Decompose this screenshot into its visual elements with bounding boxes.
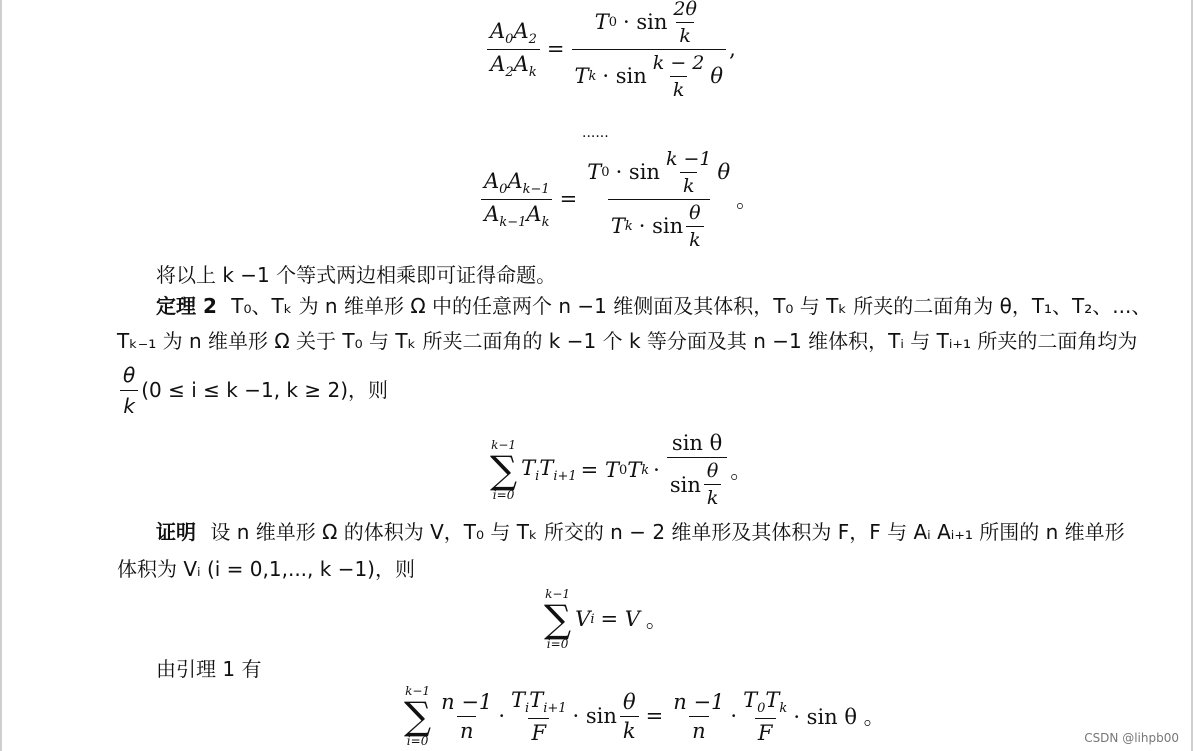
page-left-border (0, 0, 2, 751)
proof-line-2: 体积为 Vᵢ (i = 0,1,..., k −1)，则 (117, 557, 415, 581)
eq2-lhs: $\frac{A_0A_{k-1}}{A_{k-1}A_k}$ (481, 169, 553, 230)
theorem-line-3: $\frac{\theta}{k}$ (0 ≤ i ≤ k −1, k ≥ 2)，则 (117, 362, 388, 418)
paragraph-conclusion: 将以上 k −1 个等式两边相乘即可证得命题。 (156, 263, 557, 287)
eq2-rhs: T 0 · sin $\frac{k -1}{k}$ θ T k · sin $\frac{\theta}{k}$ (587, 147, 731, 251)
equation-3: k−1 ∑ i=0 $T_iT_{i+1}$ = T 0 T k · sin θ sin $\frac{\theta}{k}$ 。 (490, 431, 752, 509)
proof-line-1: 证明 设 n 维单形 Ω 的体积为 V，T₀ 与 Tₖ 所交的 n − 2 维单形及其体积为 F，F 与 Aᵢ Aᵢ₊₁ 所围的 n 维单形 (156, 520, 1125, 544)
equation-1: $\frac{A_0A_2}{A_2A_k}$ = T 0 · sin $\frac{2\theta}{k}$ T k · sin $\frac{k - 2}{k}$ θ , (484, 4, 736, 94)
lemma-line: 由引理 1 有 (156, 657, 262, 681)
eq1-lhs: $\frac{A_0A_2}{A_2A_k}$ (487, 19, 540, 80)
csdn-watermark: CSDN @lihpb00 (1084, 731, 1179, 745)
proof-label: 证明 (156, 520, 196, 544)
ellipsis: ...... (582, 125, 609, 141)
theorem-line-1: 定理 2 T₀、Tₖ 为 n 维单形 Ω 中的任意两个 n −1 维侧面及其体积，T₀ 与 Tₖ 所夹的二面角为 θ，T₁、T₂、...、 (156, 294, 1152, 318)
theorem-label: 定理 2 (156, 294, 217, 318)
equation-4: k−1 ∑ i=0 V i = V 。 (544, 587, 667, 651)
equation-2: $\frac{A_0A_{k-1}}{A_{k-1}A_k}$ = T 0 · sin $\frac{k -1}{k}$ θ T k · sin $\frac{\theta}{k}$ 。 (478, 146, 757, 252)
eq1-rhs: T 0 · sin $\frac{2\theta}{k}$ T k · sin $\frac{k - 2}{k}$ θ (572, 0, 727, 101)
equation-5: k−1 ∑ i=0 $\frac{n -1}{n}$ · $\frac{T_iT_{i+1}}{F}$ · sin $\frac{\theta}{k}$ = $\frac{n -1}{n}$ · $\frac{T_0T_k}{F}$ · sin θ 。 (404, 684, 885, 748)
eq3-sigma: k−1 ∑ i=0 (490, 438, 518, 502)
theorem-line-2: Tₖ₋₁ 为 n 维单形 Ω 关于 T₀ 与 Tₖ 所夹二面角的 k −1 个 k 等分面及其 n −1 维体积，Tᵢ 与 Tᵢ₊₁ 所夹的二面角均为 (117, 329, 1138, 353)
